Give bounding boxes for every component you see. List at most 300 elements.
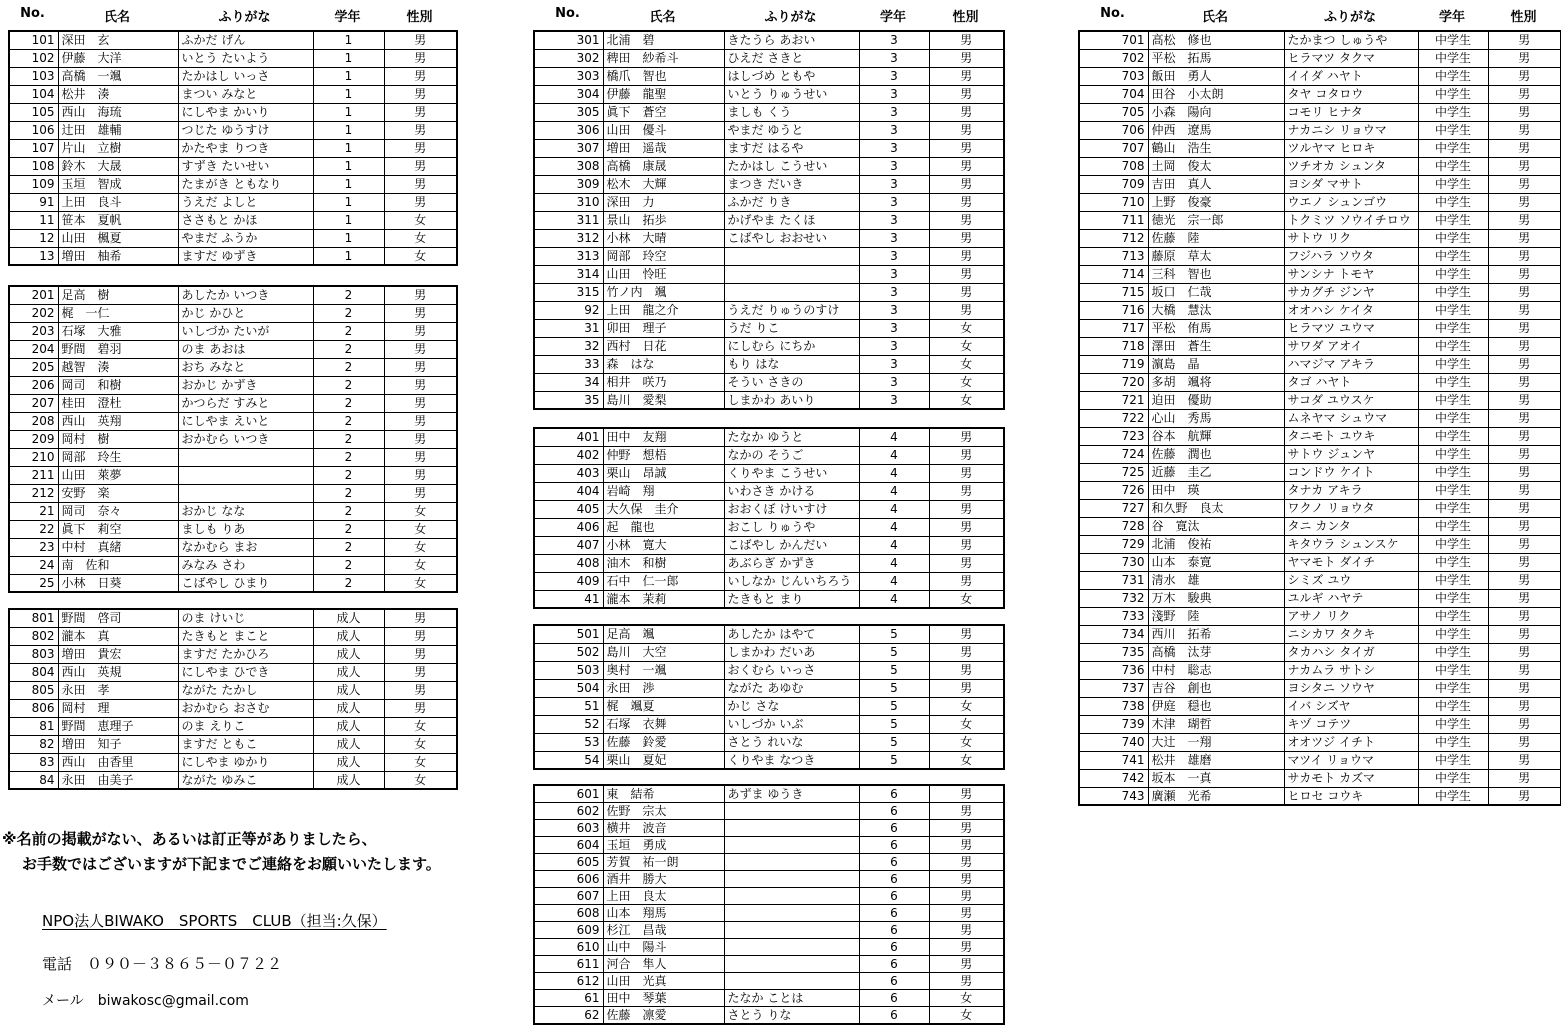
cell-gender: 男 <box>929 301 1004 319</box>
cell-name: 岡司 和樹 <box>58 376 178 394</box>
cell-name: 岡村 樹 <box>58 430 178 448</box>
cell-gender: 男 <box>384 121 457 139</box>
cell-furigana: こばやし おおせい <box>724 229 859 247</box>
cell-gender: 男 <box>929 554 1004 572</box>
cell-grade: 4 <box>859 482 929 500</box>
cell-furigana: そうい さきの <box>724 373 859 391</box>
table-row <box>9 67 457 85</box>
cell-no: 710 <box>1079 193 1148 211</box>
cell-furigana: おこし りゅうや <box>724 518 859 536</box>
cell-grade: 3 <box>859 319 929 337</box>
cell-grade: 成人 <box>313 681 384 699</box>
cell-gender: 男 <box>929 973 1004 990</box>
cell-gender: 男 <box>1488 553 1561 571</box>
cell-grade: 1 <box>313 85 384 103</box>
cell-gender: 男 <box>1488 121 1561 139</box>
header-no: No. <box>20 6 45 21</box>
table-row <box>9 358 457 376</box>
cell-name: 野間 啓司 <box>58 609 178 627</box>
cell-name: 岡村 理 <box>58 699 178 717</box>
table-grade1 <box>8 30 458 266</box>
cell-name: 平松 拓馬 <box>1148 49 1284 67</box>
cell-furigana: しまかわ だいあ <box>724 643 859 661</box>
cell-grade: 成人 <box>313 699 384 717</box>
cell-grade: 4 <box>859 554 929 572</box>
cell-furigana: のま けいじ <box>178 609 313 627</box>
cell-name: 松井 湊 <box>58 85 178 103</box>
cell-name: 岩崎 翔 <box>603 482 724 500</box>
cell-grade: 成人 <box>313 645 384 663</box>
cell-no: 503 <box>534 661 603 679</box>
table-row <box>9 484 457 502</box>
cell-no: 805 <box>9 681 58 699</box>
cell-furigana: はしづめ ともや <box>724 67 859 85</box>
table-row <box>1079 517 1561 535</box>
cell-grade: 1 <box>313 67 384 85</box>
cell-name: 多胡 颯将 <box>1148 373 1284 391</box>
cell-no: 105 <box>9 103 58 121</box>
cell-no: 304 <box>534 85 603 103</box>
cell-gender: 男 <box>929 803 1004 820</box>
table-row <box>534 247 1004 265</box>
cell-furigana <box>724 837 859 854</box>
table-row <box>1079 319 1561 337</box>
cell-name: 小林 日葵 <box>58 574 178 592</box>
cell-grade: 3 <box>859 175 929 193</box>
cell-furigana: いとう りゅうせい <box>724 85 859 103</box>
cell-furigana: すずき たいせい <box>178 157 313 175</box>
table-row <box>9 699 457 717</box>
cell-name: 山本 翔馬 <box>603 905 724 922</box>
cell-gender: 男 <box>384 663 457 681</box>
cell-gender: 女 <box>929 337 1004 355</box>
cell-furigana: ふかだ りき <box>724 193 859 211</box>
cell-grade: 1 <box>313 193 384 211</box>
cell-furigana: うえだ りゅうのすけ <box>724 301 859 319</box>
cell-furigana: まつき だいき <box>724 175 859 193</box>
cell-grade: 4 <box>859 536 929 554</box>
cell-grade: 中学生 <box>1418 481 1488 499</box>
cell-name: 西村 日花 <box>603 337 724 355</box>
table-row <box>1079 121 1561 139</box>
cell-name: 佐藤 潤也 <box>1148 445 1284 463</box>
table-row <box>1079 265 1561 283</box>
header-grade: 学年 <box>334 10 361 25</box>
cell-name: 横井 波音 <box>603 820 724 837</box>
cell-furigana: おおくぼ けいすけ <box>724 500 859 518</box>
cell-furigana: ヒロセ コウキ <box>1284 787 1418 805</box>
cell-name: 深田 玄 <box>58 31 178 49</box>
cell-name: 永田 渉 <box>603 679 724 697</box>
cell-no: 735 <box>1079 643 1148 661</box>
cell-grade: 成人 <box>313 735 384 753</box>
cell-name: 大久保 圭介 <box>603 500 724 518</box>
cell-no: 601 <box>534 785 603 803</box>
cell-name: 坂本 一真 <box>1148 769 1284 787</box>
cell-grade: 中学生 <box>1418 553 1488 571</box>
cell-furigana: のま えりこ <box>178 717 313 735</box>
cell-name: 和久野 良太 <box>1148 499 1284 517</box>
header-furigana: ふりがな <box>218 10 271 25</box>
cell-grade: 6 <box>859 973 929 990</box>
table-row <box>9 735 457 753</box>
cell-gender: 女 <box>929 319 1004 337</box>
cell-grade: 6 <box>859 820 929 837</box>
cell-gender: 男 <box>1488 103 1561 121</box>
table-row <box>534 590 1004 608</box>
cell-no: 611 <box>534 956 603 973</box>
table-row <box>9 681 457 699</box>
cell-name: 佐藤 鈴愛 <box>603 733 724 751</box>
cell-grade: 中学生 <box>1418 247 1488 265</box>
cell-grade: 1 <box>313 211 384 229</box>
cell-grade: 2 <box>313 358 384 376</box>
table-row <box>534 837 1004 854</box>
cell-grade: 3 <box>859 391 929 409</box>
cell-gender: 男 <box>1488 247 1561 265</box>
cell-gender: 男 <box>929 536 1004 554</box>
cell-furigana: ますだ ゆずき <box>178 247 313 265</box>
cell-gender: 男 <box>1488 787 1561 805</box>
cell-no: 210 <box>9 448 58 466</box>
cell-no: 315 <box>534 283 603 301</box>
cell-no: 602 <box>534 803 603 820</box>
table-row <box>1079 463 1561 481</box>
cell-name: 永田 孝 <box>58 681 178 699</box>
cell-gender: 男 <box>1488 571 1561 589</box>
table-row <box>534 973 1004 990</box>
cell-no: 301 <box>534 31 603 49</box>
table-row <box>1079 535 1561 553</box>
cell-gender: 男 <box>929 265 1004 283</box>
table-row <box>1079 229 1561 247</box>
cell-gender: 男 <box>929 572 1004 590</box>
cell-name: 平松 侑馬 <box>1148 319 1284 337</box>
table-row <box>1079 769 1561 787</box>
cell-name: 木津 瑚哲 <box>1148 715 1284 733</box>
cell-grade: 成人 <box>313 771 384 789</box>
cell-furigana: こばやし ひまり <box>178 574 313 592</box>
cell-furigana: サワダ アオイ <box>1284 337 1418 355</box>
cell-name: 心山 秀馬 <box>1148 409 1284 427</box>
cell-grade: 2 <box>313 340 384 358</box>
cell-grade: 成人 <box>313 663 384 681</box>
cell-furigana: いしづか たいが <box>178 322 313 340</box>
cell-gender: 男 <box>384 49 457 67</box>
cell-no: 102 <box>9 49 58 67</box>
cell-furigana: あずま ゆうき <box>724 785 859 803</box>
cell-grade: 5 <box>859 625 929 643</box>
cell-no: 607 <box>534 888 603 905</box>
cell-gender: 男 <box>1488 49 1561 67</box>
cell-grade: 2 <box>313 484 384 502</box>
cell-grade: 中学生 <box>1418 193 1488 211</box>
cell-name: 油木 和樹 <box>603 554 724 572</box>
table-row <box>1079 175 1561 193</box>
cell-furigana: アサノ リク <box>1284 607 1418 625</box>
cell-no: 41 <box>534 590 603 608</box>
cell-grade: 中学生 <box>1418 373 1488 391</box>
table-row <box>9 753 457 771</box>
cell-no: 104 <box>9 85 58 103</box>
cell-furigana: にしむら にちか <box>724 337 859 355</box>
cell-no: 731 <box>1079 571 1148 589</box>
cell-no: 310 <box>534 193 603 211</box>
cell-name: 景山 拓歩 <box>603 211 724 229</box>
cell-furigana: おくむら いっさ <box>724 661 859 679</box>
cell-furigana: きたうら あおい <box>724 31 859 49</box>
cell-gender: 男 <box>929 888 1004 905</box>
cell-name: 山本 泰寛 <box>1148 553 1284 571</box>
header-grade: 学年 <box>879 10 906 25</box>
cell-furigana: ヨシタニ ソウヤ <box>1284 679 1418 697</box>
cell-furigana: コモリ ヒナタ <box>1284 103 1418 121</box>
table-row <box>534 49 1004 67</box>
table-row <box>534 733 1004 751</box>
cell-name: 坂口 仁哉 <box>1148 283 1284 301</box>
cell-no: 35 <box>534 391 603 409</box>
cell-no: 727 <box>1079 499 1148 517</box>
cell-name: 谷 寛汰 <box>1148 517 1284 535</box>
cell-no: 309 <box>534 175 603 193</box>
cell-name: 杉江 昌哉 <box>603 922 724 939</box>
cell-furigana: みなみ さわ <box>178 556 313 574</box>
cell-name: 眞下 蒼空 <box>603 103 724 121</box>
cell-gender: 男 <box>384 609 457 627</box>
cell-grade: 2 <box>313 430 384 448</box>
cell-furigana <box>724 888 859 905</box>
cell-gender: 女 <box>384 502 457 520</box>
cell-gender: 男 <box>384 103 457 121</box>
cell-gender: 男 <box>929 446 1004 464</box>
cell-grade: 1 <box>313 175 384 193</box>
cell-grade: 成人 <box>313 627 384 645</box>
table-row <box>534 697 1004 715</box>
table-row <box>534 428 1004 446</box>
table-row <box>534 211 1004 229</box>
cell-furigana: なかの そうご <box>724 446 859 464</box>
cell-name: 伊藤 龍聖 <box>603 85 724 103</box>
cell-gender: 男 <box>1488 265 1561 283</box>
cell-gender: 男 <box>1488 769 1561 787</box>
cell-no: 728 <box>1079 517 1148 535</box>
header-gender: 性別 <box>406 10 433 25</box>
cell-grade: 中学生 <box>1418 751 1488 769</box>
table-row <box>534 939 1004 956</box>
contact-note <box>2 828 472 1010</box>
cell-grade: 2 <box>313 286 384 304</box>
cell-name: 松井 雄磨 <box>1148 751 1284 769</box>
table-row <box>534 854 1004 871</box>
cell-grade: 中学生 <box>1418 643 1488 661</box>
table-row <box>9 466 457 484</box>
cell-furigana: ますだ たかひろ <box>178 645 313 663</box>
cell-grade: 5 <box>859 643 929 661</box>
cell-name: 上田 良斗 <box>58 193 178 211</box>
cell-grade: 中学生 <box>1418 391 1488 409</box>
cell-furigana: いとう たいよう <box>178 49 313 67</box>
table-row <box>534 572 1004 590</box>
cell-no: 741 <box>1079 751 1148 769</box>
table-row <box>9 322 457 340</box>
cell-gender: 女 <box>929 990 1004 1007</box>
cell-no: 609 <box>534 922 603 939</box>
cell-name: 石塚 大雅 <box>58 322 178 340</box>
cell-furigana: あぶらぎ かずき <box>724 554 859 572</box>
table-row <box>534 446 1004 464</box>
cell-gender: 男 <box>929 211 1004 229</box>
cell-furigana <box>724 871 859 888</box>
cell-grade: 1 <box>313 49 384 67</box>
cell-no: 83 <box>9 753 58 771</box>
cell-gender: 女 <box>929 373 1004 391</box>
email-address: メール biwakosc@gmail.com <box>42 993 249 1009</box>
cell-grade: 中学生 <box>1418 49 1488 67</box>
cell-no: 109 <box>9 175 58 193</box>
cell-no: 743 <box>1079 787 1148 805</box>
cell-name: 足高 樹 <box>58 286 178 304</box>
cell-gender: 男 <box>1488 679 1561 697</box>
cell-name: 仲野 想梧 <box>603 446 724 464</box>
cell-gender: 男 <box>384 412 457 430</box>
table-row <box>534 193 1004 211</box>
cell-gender: 男 <box>1488 229 1561 247</box>
cell-name: 高橋 汰芽 <box>1148 643 1284 661</box>
cell-grade: 1 <box>313 229 384 247</box>
cell-gender: 男 <box>929 482 1004 500</box>
cell-name: 西山 海琉 <box>58 103 178 121</box>
cell-name: 森 はな <box>603 355 724 373</box>
cell-gender: 男 <box>1488 499 1561 517</box>
cell-grade: 5 <box>859 697 929 715</box>
table-row <box>1079 283 1561 301</box>
cell-gender: 男 <box>929 157 1004 175</box>
cell-furigana: いしなか じんいちろう <box>724 572 859 590</box>
cell-name: 山田 光真 <box>603 973 724 990</box>
cell-gender: 男 <box>384 627 457 645</box>
table-row <box>1079 697 1561 715</box>
cell-gender: 男 <box>929 175 1004 193</box>
cell-name: 迫田 優助 <box>1148 391 1284 409</box>
cell-gender: 男 <box>1488 607 1561 625</box>
cell-no: 54 <box>534 751 603 769</box>
cell-gender: 男 <box>1488 301 1561 319</box>
cell-grade: 2 <box>313 556 384 574</box>
cell-name: 岡部 玲生 <box>58 448 178 466</box>
table-row <box>534 229 1004 247</box>
cell-grade: 中学生 <box>1418 571 1488 589</box>
cell-name: 橋爪 智也 <box>603 67 724 85</box>
cell-furigana: おかじ かずき <box>178 376 313 394</box>
cell-no: 24 <box>9 556 58 574</box>
cell-gender: 男 <box>929 103 1004 121</box>
cell-furigana: サカグチ ジンヤ <box>1284 283 1418 301</box>
cell-name: 松木 大輝 <box>603 175 724 193</box>
header-no: No. <box>1100 6 1125 21</box>
cell-furigana: ムネヤマ シュウマ <box>1284 409 1418 427</box>
cell-name: 安野 楽 <box>58 484 178 502</box>
cell-furigana: ひえだ さきと <box>724 49 859 67</box>
cell-gender: 男 <box>384 484 457 502</box>
cell-furigana: たなか ゆうと <box>724 428 859 446</box>
cell-grade: 中学生 <box>1418 517 1488 535</box>
cell-name: 足高 颯 <box>603 625 724 643</box>
cell-no: 205 <box>9 358 58 376</box>
cell-furigana: ウエノ シュンゴウ <box>1284 193 1418 211</box>
table-row <box>9 502 457 520</box>
cell-furigana: マツイ リョウマ <box>1284 751 1418 769</box>
cell-furigana: ヨシダ マサト <box>1284 175 1418 193</box>
table-row <box>534 373 1004 391</box>
cell-grade: 中学生 <box>1418 463 1488 481</box>
cell-furigana: つじた ゆうすけ <box>178 121 313 139</box>
cell-furigana: たなか ことは <box>724 990 859 1007</box>
table-row <box>1079 661 1561 679</box>
table-row <box>9 520 457 538</box>
table-row <box>9 340 457 358</box>
cell-name: 三科 智也 <box>1148 265 1284 283</box>
cell-furigana: もり はな <box>724 355 859 373</box>
cell-furigana <box>724 956 859 973</box>
cell-no: 736 <box>1079 661 1148 679</box>
cell-name: 島川 愛梨 <box>603 391 724 409</box>
cell-furigana: なかむら まお <box>178 538 313 556</box>
cell-no: 61 <box>534 990 603 1007</box>
cell-grade: 6 <box>859 939 929 956</box>
cell-no: 711 <box>1079 211 1148 229</box>
cell-gender: 男 <box>1488 751 1561 769</box>
cell-no: 719 <box>1079 355 1148 373</box>
cell-gender: 男 <box>929 85 1004 103</box>
cell-grade: 1 <box>313 121 384 139</box>
table-row <box>534 625 1004 643</box>
cell-grade: 2 <box>313 520 384 538</box>
cell-grade: 中学生 <box>1418 229 1488 247</box>
cell-name: 佐藤 凛愛 <box>603 1007 724 1025</box>
cell-no: 305 <box>534 103 603 121</box>
cell-name: 野間 碧羽 <box>58 340 178 358</box>
cell-name: 北浦 碧 <box>603 31 724 49</box>
table-row <box>534 871 1004 888</box>
table-row <box>1079 247 1561 265</box>
table-row <box>1079 787 1561 805</box>
table-row <box>1079 211 1561 229</box>
cell-no: 212 <box>9 484 58 502</box>
cell-furigana: ナカニシ リョウマ <box>1284 121 1418 139</box>
cell-gender: 男 <box>929 854 1004 871</box>
table-row <box>9 229 457 247</box>
cell-name: 飯田 勇人 <box>1148 67 1284 85</box>
cell-furigana: のま あおは <box>178 340 313 358</box>
cell-grade: 中学生 <box>1418 409 1488 427</box>
cell-name: 中村 聡志 <box>1148 661 1284 679</box>
cell-name: 芳賀 祐一朗 <box>603 854 724 871</box>
cell-grade: 2 <box>313 574 384 592</box>
cell-no: 733 <box>1079 607 1148 625</box>
cell-grade: 1 <box>313 103 384 121</box>
table-row <box>1079 301 1561 319</box>
cell-name: 山中 陽斗 <box>603 939 724 956</box>
cell-grade: 中学生 <box>1418 283 1488 301</box>
cell-gender: 男 <box>1488 355 1561 373</box>
cell-grade: 1 <box>313 139 384 157</box>
cell-gender: 男 <box>1488 643 1561 661</box>
cell-no: 742 <box>1079 769 1148 787</box>
table-grade4 <box>533 427 1005 609</box>
cell-furigana: いしづか いぶ <box>724 715 859 733</box>
table-row <box>9 304 457 322</box>
table-row <box>1079 499 1561 517</box>
